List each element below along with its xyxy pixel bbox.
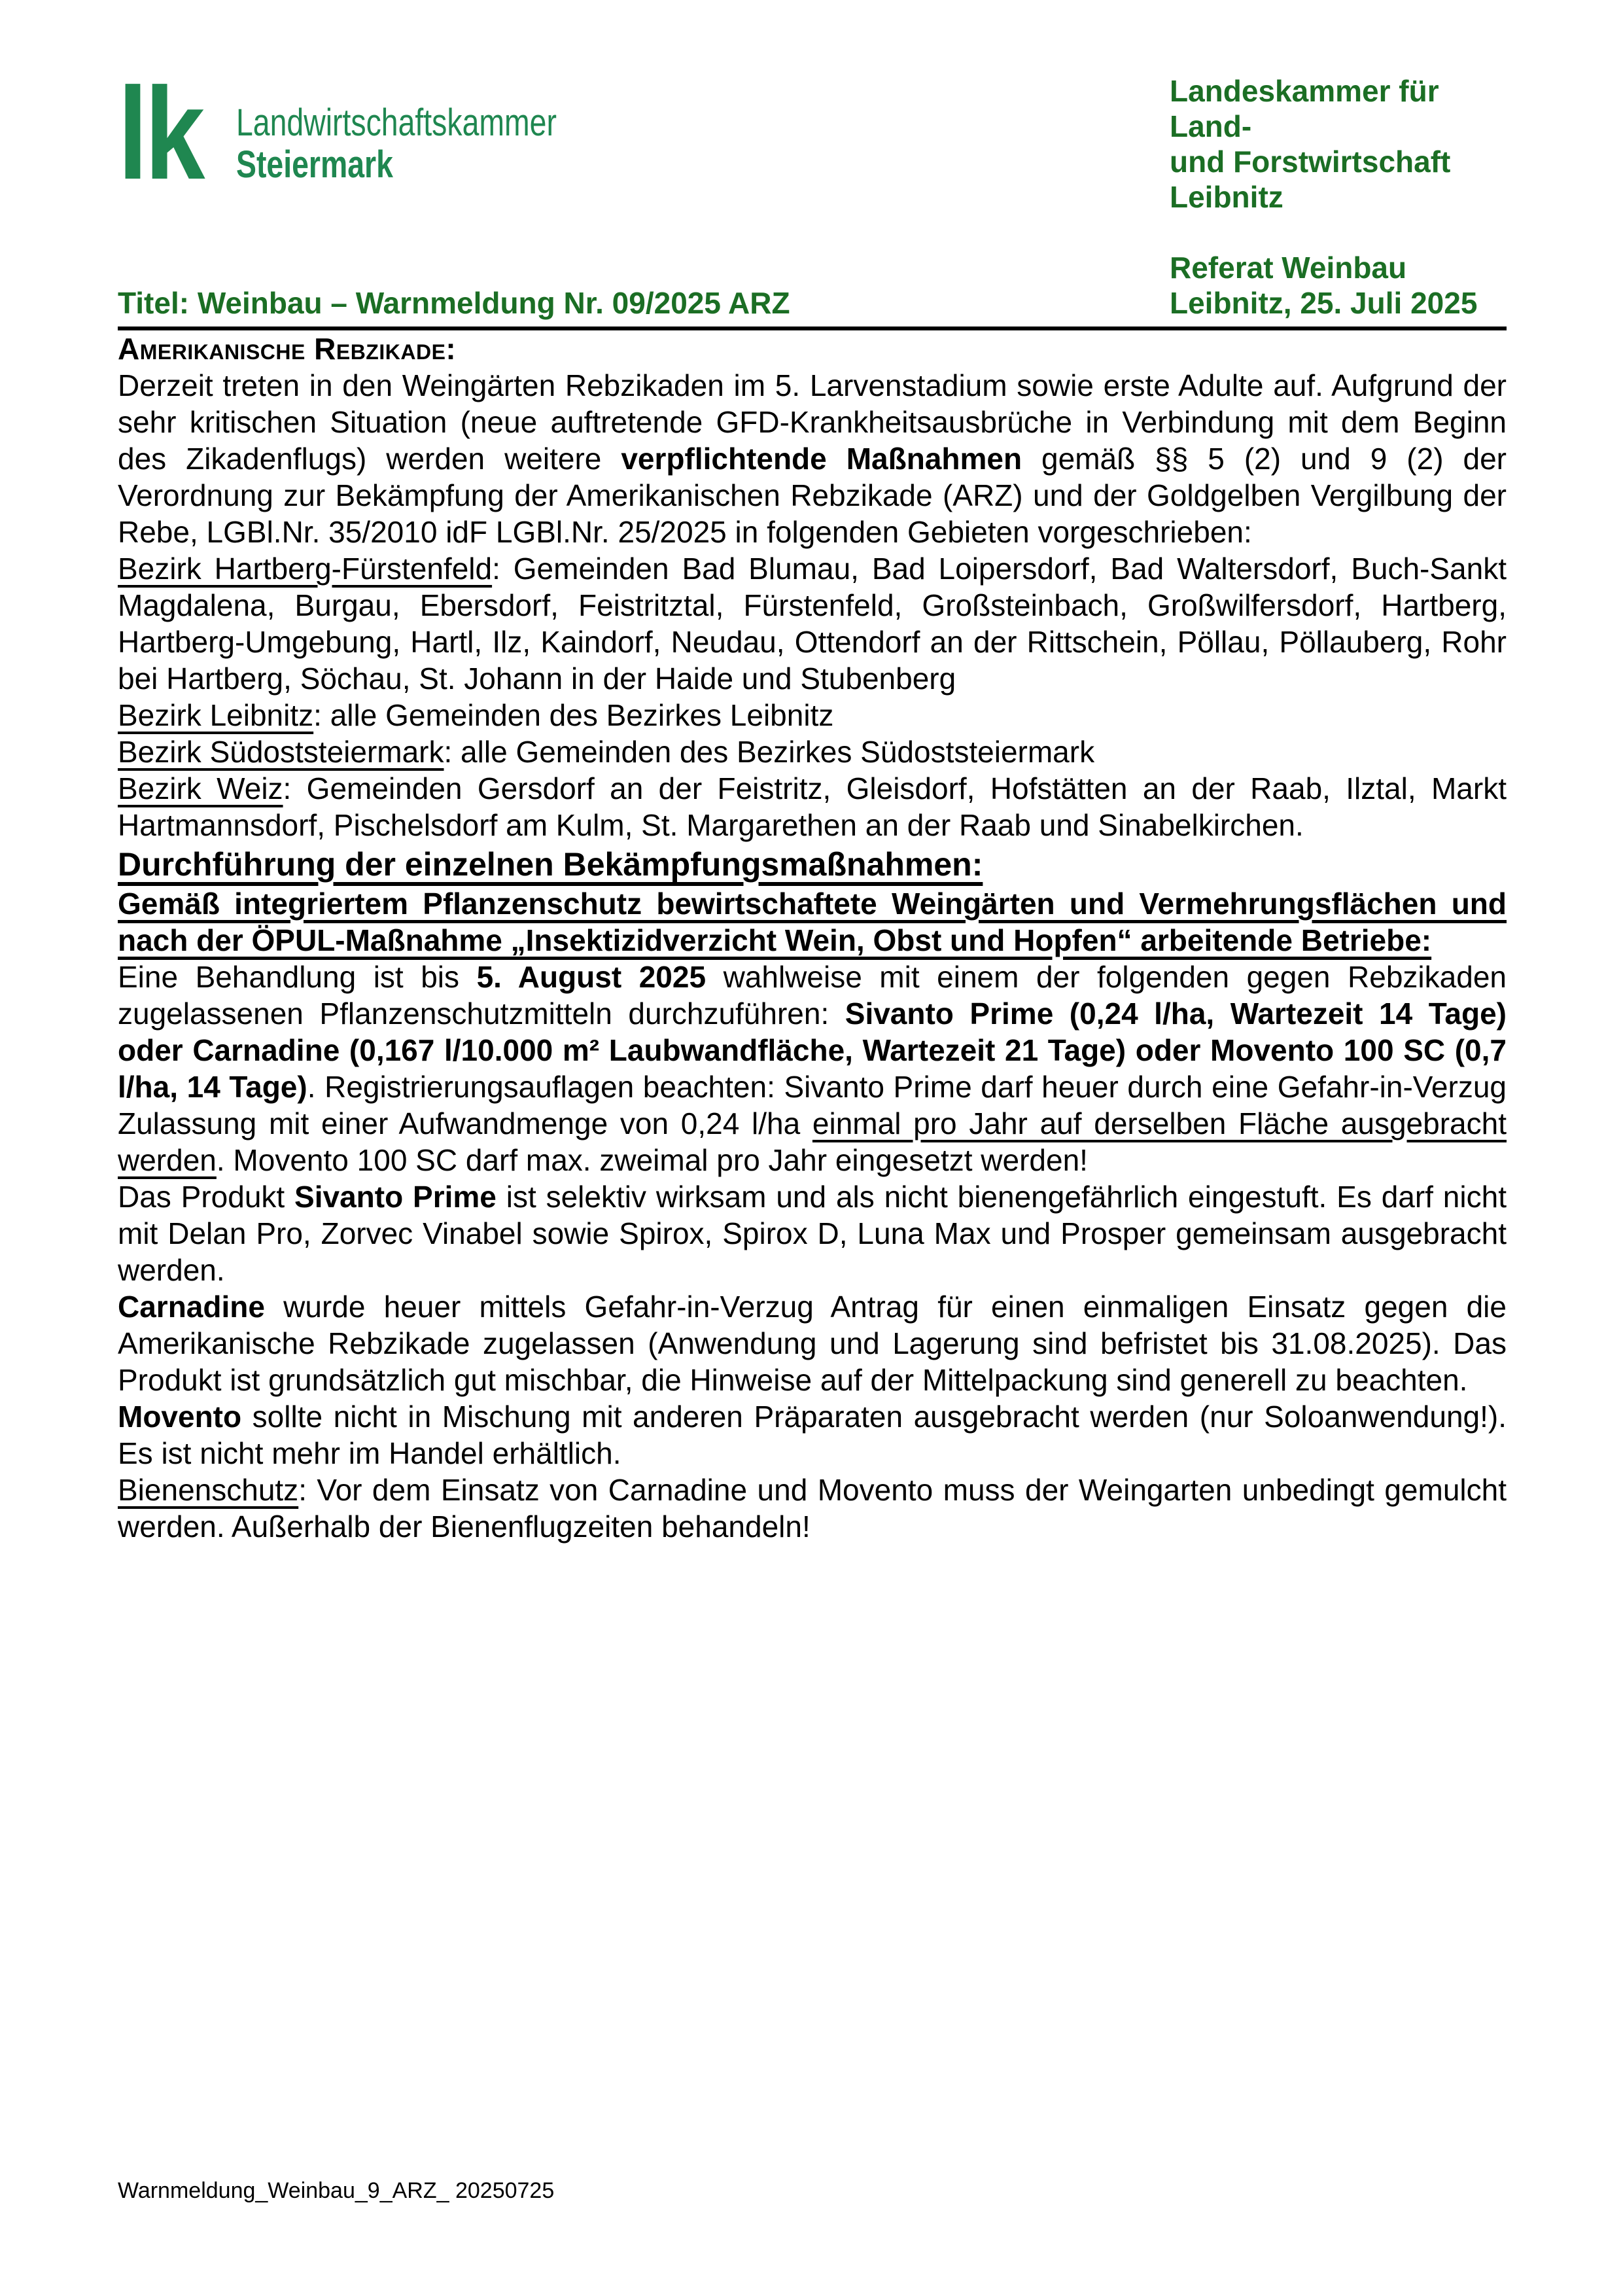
office-line: Leibnitz [1170, 180, 1283, 214]
paragraph-sivanto: Das Produkt Sivanto Prime ist selektiv wirksam und als nicht bienengefährlich eingestuft. Es darf nicht mit Delan Pro, Zorvec Vinabel sowie Spirox, Spirox D, Luna Max und Prosper gemeinsam ausgebracht werden. [118, 1180, 1507, 1287]
paragraph-intro: Derzeit treten in den Weingärten Rebzikaden im 5. Larvenstadium sowie erste Adulte auf. Aufgrund der sehr kritischen Situation (neue auftretende GFD-Krankheitsausbrüche in Verbindung mit dem Beginn des Zikadenflugs) werden weitere verpflichtende Maßnahmen gemäß §§ 5 (2) und 9 (2) der Verordnung zur Bekämpfung der Amerikanischen Rebzikade (ARZ) und der Goldgelben Vergilbung der Rebe, LGBl.Nr. 35/2010 idF LGBl.Nr. 25/2025 in folgenden Gebieten vorgeschrieben: [118, 368, 1507, 549]
section-heading-rebzikade: Amerikanische Rebzikade: [118, 332, 457, 366]
document-title: Titel: Weinbau – Warnmeldung Nr. 09/2025 ARZ [118, 286, 790, 320]
spacer [1170, 215, 1507, 250]
office-referat: Referat Weinbau [1170, 251, 1407, 285]
paragraph-carnadine: Carnadine wurde heuer mittels Gefahr-in-Verzug Antrag für einen einmaligen Einsatz gegen die Amerikanische Rebzikade zugelassen (Anwendung und Lagerung sind befristet bis 31.08.2025). Das Produkt ist grundsätzlich gut mischbar, die Hinweise auf der Mittelpackung sind generell zu beachten. [118, 1290, 1507, 1397]
office-line: und Forstwirtschaft [1170, 145, 1451, 179]
brand-name: Landwirtschaftskammer [236, 101, 557, 144]
dateline: Leibnitz, 25. Juli 2025 [1170, 286, 1478, 320]
footer-filename: Warnmeldung_Weinbau_9_ARZ_ 20250725 [118, 2178, 555, 2203]
paragraph-district-leibnitz: Bezirk Leibnitz: alle Gemeinden des Bezirkes Leibnitz [118, 698, 834, 732]
paragraph-bienenschutz: Bienenschutz: Vor dem Einsatz von Carnadine und Movento muss der Weingarten unbedingt gemulcht werden. Außerhalb der Bienenflugzeiten behandeln! [118, 1473, 1507, 1544]
lk-logo-mark: lk [118, 61, 202, 207]
document-body [118, 330, 1507, 1545]
office-block [1170, 73, 1507, 285]
office-line: Land- [1170, 109, 1252, 143]
paragraph-district-weiz: Bezirk Weiz: Gemeinden Gersdorf an der Feistritz, Gleisdorf, Hofstätten an der Raab, Ilztal, Markt Hartmannsdorf, Pischelsdorf am Kulm, St. Margarethen an der Raab und Sinabelkirchen. [118, 771, 1507, 842]
brand-text [236, 73, 557, 186]
header [118, 61, 1507, 285]
office-line: Landeskammer für [1170, 74, 1439, 108]
title-row [118, 285, 1507, 321]
paragraph-treatment: Eine Behandlung ist bis 5. August 2025 wahlweise mit einem der folgenden gegen Rebzikaden zugelassenen Pflanzenschutzmitteln durchzuführen: Sivanto Prime (0,24 l/ha, Wartezeit 14 Tage) oder Carnadine (0,167 l/10.000 m² Laubwandfläche, Wartezeit 21 Tage) oder Movento 100 SC (0,7 l/ha, 14 Tage). Registrierungsauflagen beachten: Sivanto Prime darf heuer durch eine Gefahr-in-Verzug Zulassung mit einer Aufwandmenge von 0,24 l/ha einmal pro Jahr auf derselben Fläche ausgebracht werden. Movento 100 SC darf max. zweimal pro Jahr eingesetzt werden! [118, 960, 1507, 1177]
paragraph-district-suedoststeiermark: Bezirk Südoststeiermark: alle Gemeinden des Bezirkes Südoststeiermark [118, 735, 1095, 769]
section-heading-durchfuehrung: Durchführung der einzelnen Bekämpfungsmaßnahmen: [118, 846, 983, 883]
subheading-oepul-betriebe: Gemäß integriertem Pflanzenschutz bewirtschaftete Weingärten und Vermehrungsflächen und nach der ÖPUL-Maßnahme „Insektizidverzicht Wein, Obst und Hopfen“ arbeitende Betriebe: [118, 887, 1507, 957]
paragraph-district-hartberg: Bezirk Hartberg-Fürstenfeld: Gemeinden Bad Blumau, Bad Loipersdorf, Bad Waltersdorf, Buch-Sankt Magdalena, Burgau, Ebersdorf, Feistritztal, Fürstenfeld, Großsteinbach, Großwilfersdorf, Hartberg, Hartberg-Umgebung, Hartl, Ilz, Kaindorf, Neudau, Ottendorf an der Rittschein, Pöllau, Pöllauberg, Rohr bei Hartberg, Söchau, St. Johann in der Haide und Stubenberg [118, 552, 1507, 696]
paragraph-movento: Movento sollte nicht in Mischung mit anderen Präparaten ausgebracht werden (nur Soloanwendung!). Es ist nicht mehr im Handel erhältlich. [118, 1400, 1507, 1470]
brand-logo [118, 61, 637, 207]
brand-region: Steiermark [236, 143, 393, 186]
